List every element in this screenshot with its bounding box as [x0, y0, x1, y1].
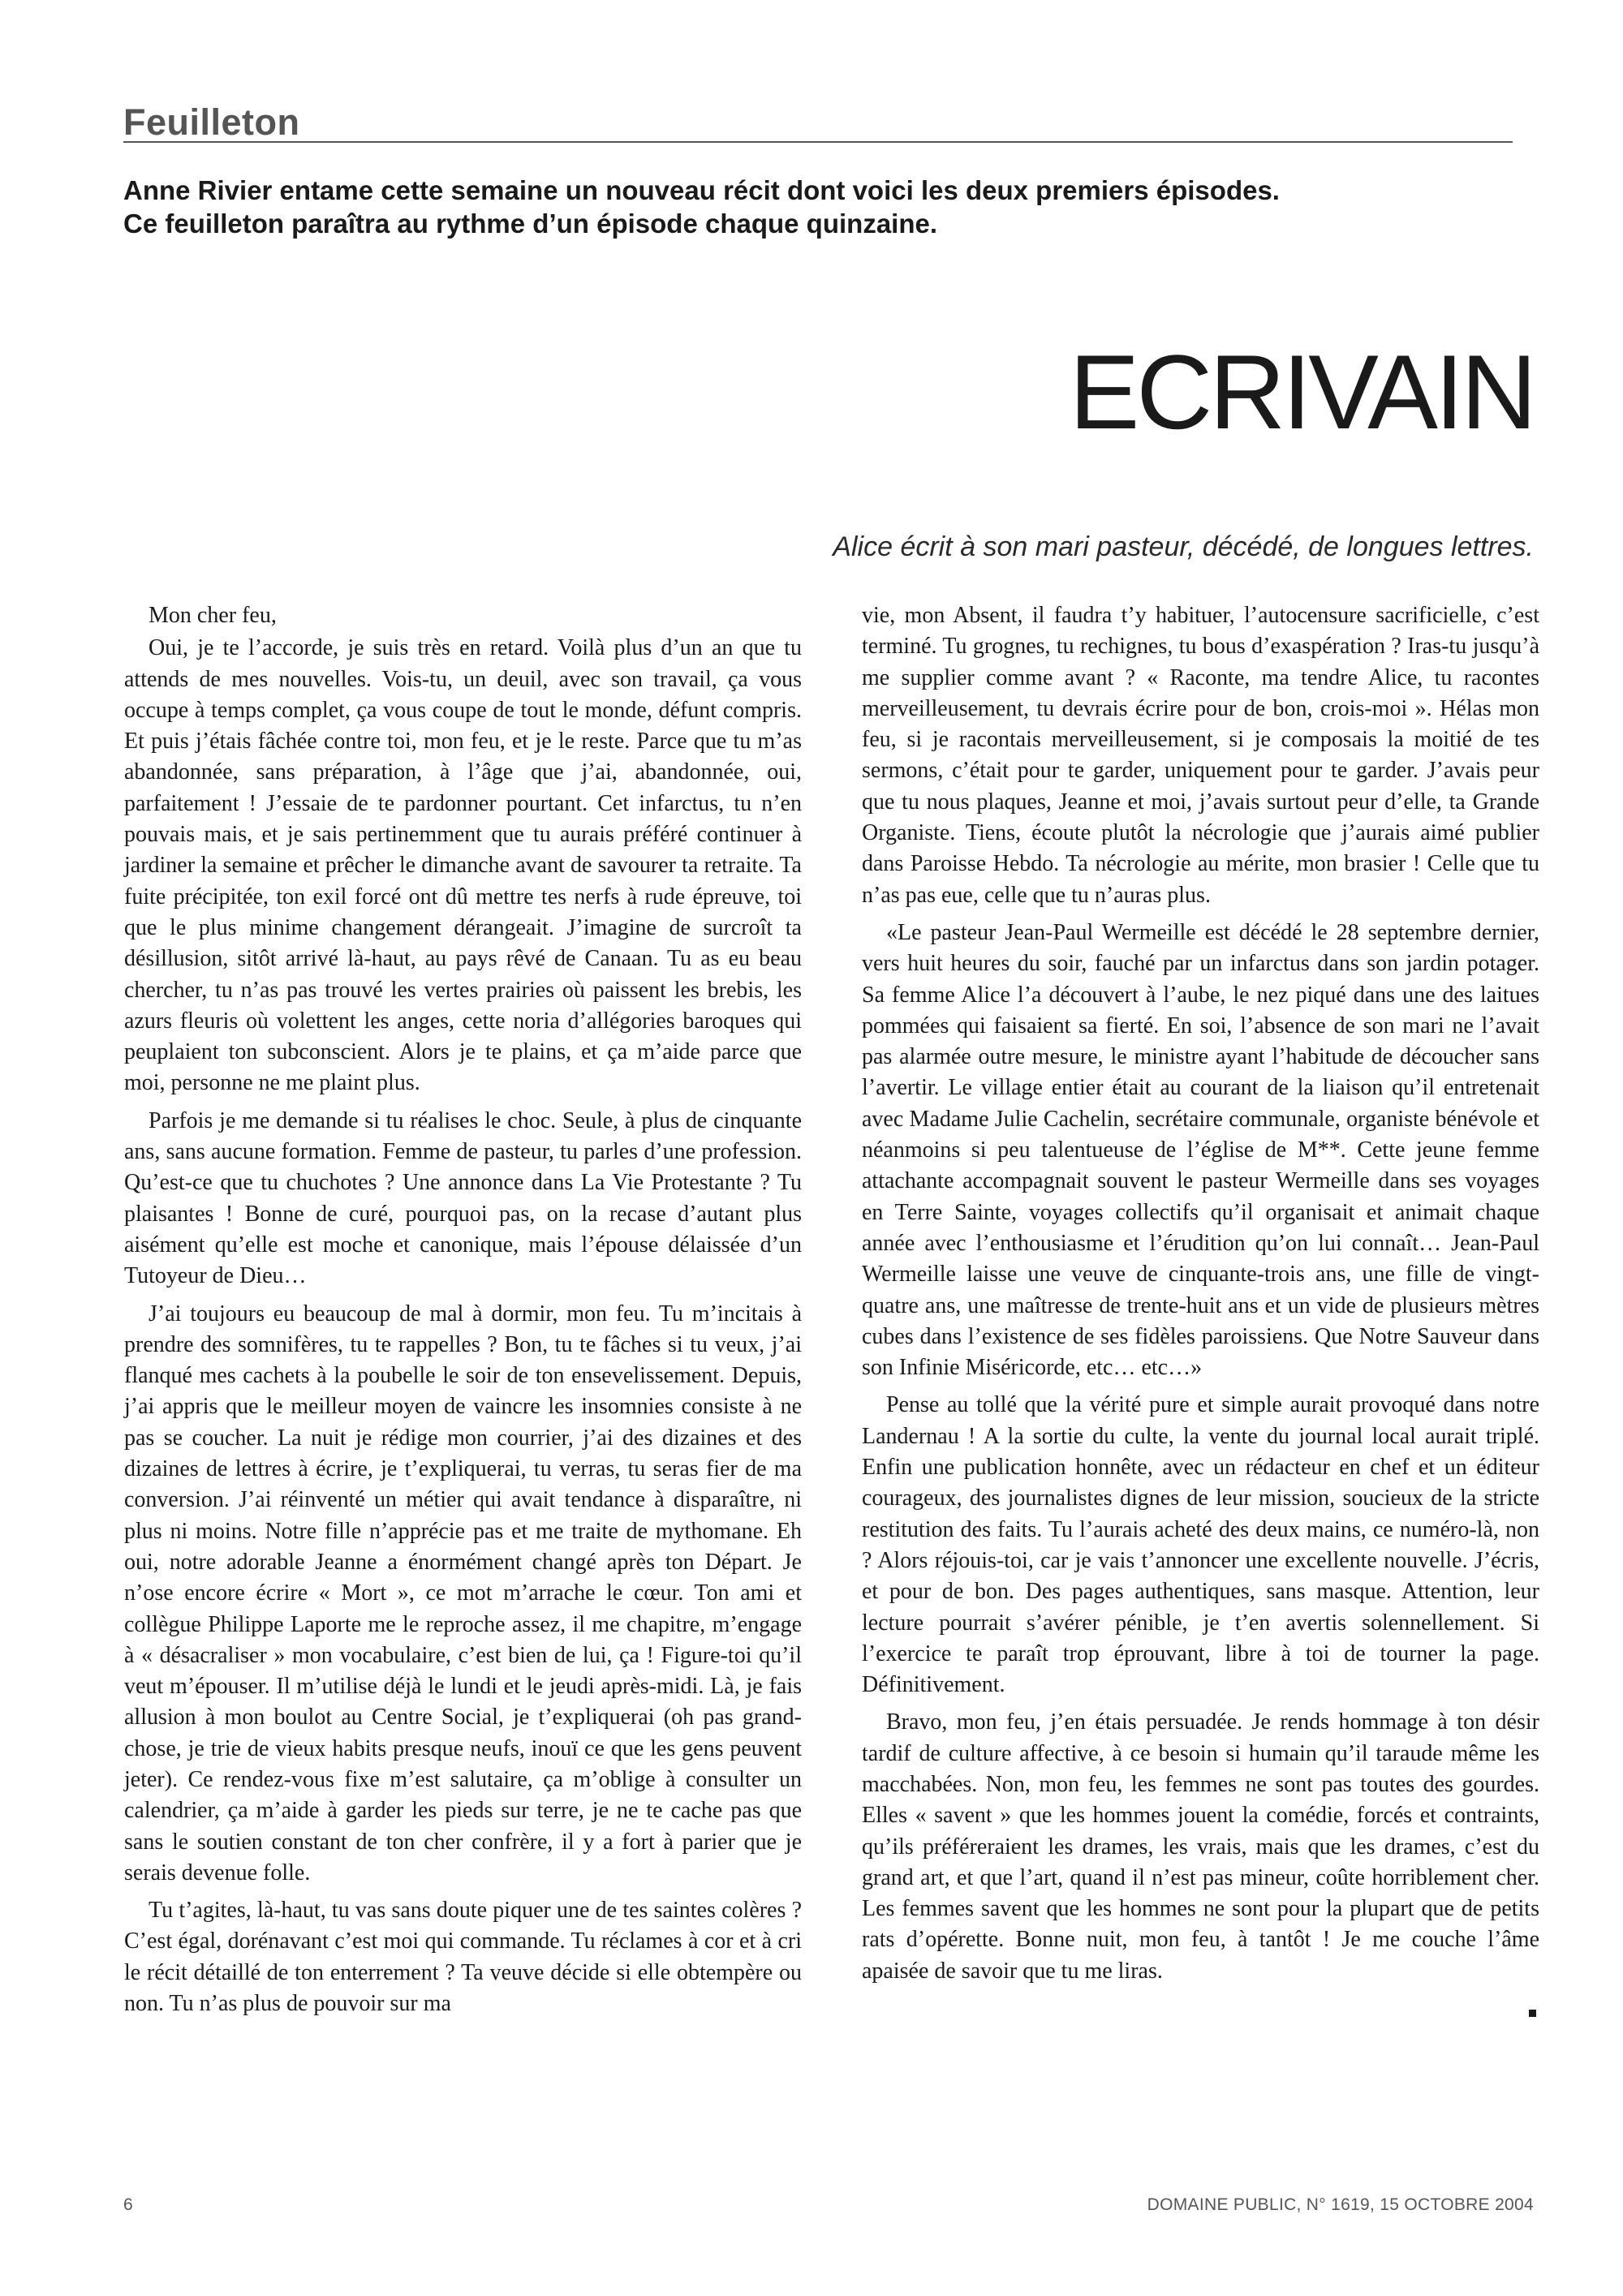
- paragraph: Tu t’agites, là-haut, tu vas sans doute piquer une de tes saintes colères ? C’est égal, dorénavant c’est moi qui commande. Tu réclames à cor et à cri le récit détaillé de ton enterrement ? Ta veuve décide si elle obtempère ou non. Tu n’as plus de pouvoir sur ma: [124, 1898, 802, 2017]
- text-column-left: [124, 600, 802, 2026]
- salutation: Mon cher feu,: [149, 603, 277, 628]
- page-number: 6: [123, 2195, 133, 2214]
- section-rule: [123, 141, 1513, 143]
- intro-line: Ce feuilleton paraîtra au rythme d’un épisode chaque quinzaine.: [123, 209, 938, 239]
- intro-text: [123, 174, 1513, 240]
- text-column-right: [862, 600, 1539, 2017]
- end-of-article-mark: [1529, 2010, 1536, 2017]
- intro-line: Anne Rivier entame cette semaine un nouveau récit dont voici les deux premiers épisodes.: [123, 175, 1280, 205]
- paragraph: vie, mon Absent, il faudra t’y habituer, l’autocensure sacrificielle, c’est terminé. Tu grognes, tu rechignes, tu bous d’exaspération ? Iras-tu jusqu’à me supplier comme avant ? « Raconte, ma tendre Alice, tu racontes merveilleusement, tu devrais écrire pour de bon, crois-moi ». Hélas mon feu, si je racontais merveilleusement, si je composais la moitié de tes sermons, c’était pour te garder, uniquement pour te garder. J’avais peur que tu nous plaques, Jeanne et moi, j’avais surtout peur d’elle, ta Grande Organiste. Tiens, écoute plutôt la nécrologie que j’aurais aimé publier dans Paroisse Hebdo. Ta nécrologie au mérite, mon brasier ! Celle que tu n’as pas eue, celle que tu n’auras plus.: [862, 603, 1539, 908]
- paragraph: «Le pasteur Jean-Paul Wermeille est décédé le 28 septembre dernier, vers huit heures du soir, fauché par un infarctus dans son jardin potager. Sa femme Alice l’a découvert à l’aube, le nez piqué dans une des laitues pommées qui faisaient sa fierté. En soi, l’absence de son mari ne l’avait pas alarmée outre mesure, le ministre ayant l’habitude de découcher sans l’avertir. Le village entier était au courant de la liaison qu’il entretenait avec Madame Julie Cachelin, secrétaire communale, organiste bénévole et néanmoins si peu talentueuse de l’église de M**. Cette jeune femme attachante accompagnait souvent le pasteur Wermeille dans ses voyages en Terre Sainte, voyages collectifs qu’il organisait et animait chaque année avec l’enthousiasme et l’érudition qu’on lui connaît… Jean-Paul Wermeille laisse une veuve de cinquante-trois ans, une fille de vingt-quatre ans, une maîtresse de trente-huit ans et un vide de plusieurs mètres cubes dans l’existence de ses fidèles paroissiens. Que Notre Sauveur dans son Infinie Miséricorde, etc… etc…»: [862, 919, 1539, 1381]
- article-title: ECRIVAIN: [1069, 333, 1534, 451]
- paragraph: Bravo, mon feu, j’en étais persuadée. Je rends hommage à ton désir tardif de culture affective, à ce besoin si humain qu’il taraude même les macchabées. Non, mon feu, les femmes ne sont pas toutes des gourdes. Elles « savent » que les hommes jouent la comédie, forcés et contraints, qu’ils préféreraient les drames, les vrais, mais que les drames, c’est du grand art, et que l’art, quand il n’est pas mineur, coûte horriblement cher. Les femmes savent que les hommes ne sont pour la plupart que de petits rats d’opérette. Bonne nuit, mon feu, à tantôt ! Je me couche l’âme apaisée de savoir que tu me liras.: [862, 1709, 1539, 1984]
- section-label: Feuilleton: [123, 101, 300, 143]
- paragraph: Parfois je me demande si tu réalises le choc. Seule, à plus de cinquante ans, sans aucune formation. Femme de pasteur, tu parles d’une profession. Qu’est-ce que tu chuchotes ? Une annonce dans La Vie Protestante ? Tu plaisantes ! Bonne de curé, pourquoi pas, on la recase d’autant plus aisément qu’elle est moche et canonique, mais l’épouse délaissée d’un Tutoyeur de Dieu…: [124, 1107, 802, 1289]
- paragraph: Pense au tollé que la vérité pure et simple aurait provoqué dans notre Landernau ! A la sortie du culte, la vente du journal local aurait triplé. Enfin une publication honnête, avec un rédacteur en chef et un éditeur courageux, des journalistes dignes de leur mission, soucieux de la stricte restitution des faits. Tu l’aurais acheté des deux mains, ce numéro-là, non ? Alors réjouis-toi, car je vais t’annoncer une excellente nouvelle. J’écris, et pour de bon. Des pages authentiques, sans masque. Attention, leur lecture pourrait s’avérer pénible, je t’en avertis solennellement. Si l’exercice te paraît trop éprouvant, libre à toi de tourner la page. Définitivement.: [862, 1392, 1539, 1698]
- publication-footer: DOMAINE PUBLIC, N° 1619, 15 OCTOBRE 2004: [1147, 2195, 1534, 2214]
- paragraph: J’ai toujours eu beaucoup de mal à dormir, mon feu. Tu m’incitais à prendre des somnifères, tu te rappelles ? Bon, tu te fâches si tu veux, j’ai flanqué mes cachets à la poubelle le soir de ton ensevelissement. Depuis, j’ai appris que le meilleur moyen de vaincre les insomnies consiste à ne pas se coucher. La nuit je rédige mon courrier, j’ai des dizaines et des dizaines de lettres à écrire, je t’expliquerai, tu verras, tu seras fier de ma conversion. J’ai réinventé un métier qui avait tendance à disparaître, ni plus ni moins. Notre fille n’apprécie pas et me traite de mythomane. Eh oui, notre adorable Jeanne a énormément changé après ton Départ. Je n’ose encore écrire « Mort », ce mot m’arrache le cœur. Ton ami et collègue Philippe Laporte me le reproche assez, il me chapitre, m’engage à « désacraliser » mon vocabulaire, c’est bien de lui, ça ! Figure-toi qu’il veut m’épouser. Il m’utilise déjà le lundi et le jeudi après-midi. Là, je fais allusion à mon boulot au Centre Social, je t’expliquerai (oh pas grand-chose, je trie de vieux habits presque neufs, inouï ce que les gens peuvent jeter). Ce rendez-vous fixe m’est salutaire, ça m’oblige à consulter un calendrier, ça m’aide à garder les pieds sur terre, je ne te cache pas que sans le soutien constant de ton cher confrère, il y a fort à parier que je serais devenue folle.: [124, 1301, 802, 1885]
- article-subtitle: Alice écrit à son mari pasteur, décédé, de longues lettres.: [833, 531, 1534, 562]
- paragraph: Oui, je te l’accorde, je suis très en retard. Voilà plus d’un an que tu attends de mes nouvelles. Vois-tu, un deuil, avec son travail, ça vous occupe à temps complet, ça vous coupe de tout le monde, défunt compris. Et puis j’étais fâchée contre toi, mon feu, et je le reste. Parce que tu m’as abandonnée, sans préparation, à l’âge que j’ai, abandonnée, oui, parfaitement ! J’essaie de te pardonner pourtant. Cet infarctus, tu n’en pouvais mais, et je sais pertinemment que tu aurais préféré continuer à jardiner la semaine et prêcher le dimanche avant de savourer ta retraite. Ta fuite précipitée, ton exil forcé ont dû mettre tes nerfs à rude épreuve, toi que le plus minime changement dérangeait. J’imagine de surcroît ta désillusion, sitôt arrivé là-haut, au pays rêvé de Canaan. Tu as eu beau chercher, tu n’as pas trouvé les vertes prairies où paissent les brebis, les azurs fleuris où volettent les anges, cette noria d’allégories baroques qui peuplaient ton subconscient. Alors je te plains, et ça m’aide parce que moi, personne ne me plaint plus.: [124, 635, 802, 1096]
